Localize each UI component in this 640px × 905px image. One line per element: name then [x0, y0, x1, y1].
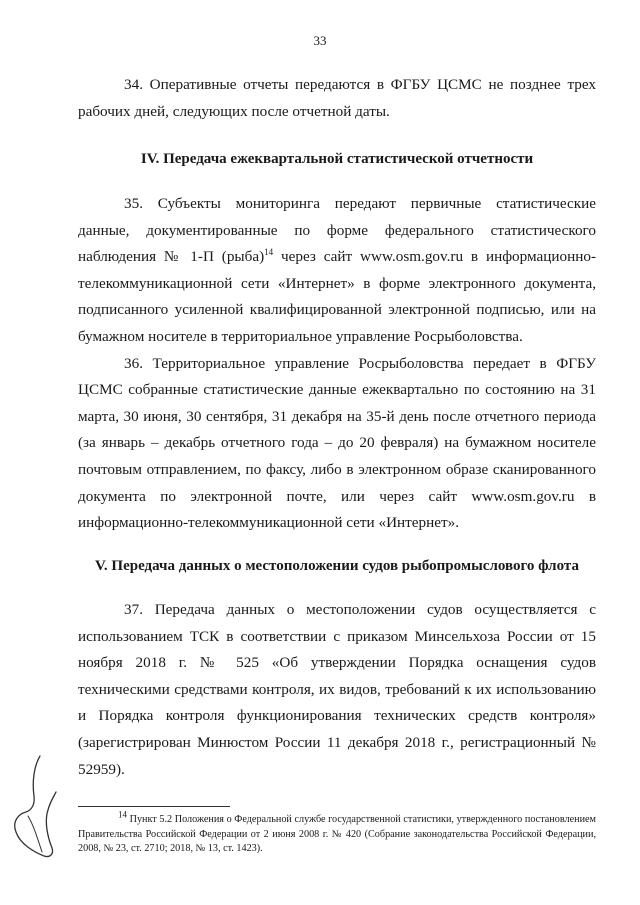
paragraph-35-text-end: через сайт www.osm.gov.ru в информационно-телекоммуникационной сети «Интернет» в форме электронного документа, подписанного усиленной квалифицированной электронной подписью, или на бумажном носителе в территориальное управление Росрыболовства. — [78, 248, 596, 345]
page-number: 33 — [313, 33, 327, 48]
paragraph-34: 34. Оперативные отчеты передаются в ФГБУ ЦСМС не позднее трех рабочих дней, следующих после отчетной даты. — [78, 76, 596, 120]
footnote-ref-14: 14 — [264, 247, 274, 258]
section-5-heading: V. Передача данных о местоположении судов рыбопромыслового флота — [95, 558, 579, 574]
paragraph-36: 36. Территориальное управление Росрыболовства передает в ФГБУ ЦСМС собранные статистические данные ежеквартально по состоянию на 31 марта, 30 июня, 30 сентября, 31 декабря на 35-й день после отчетного периода (за январь – декабрь отчетного года – до 20 февраля) на бумажном носителе почтовым отправлением, по факсу, либо в электронном образе сканированного документа по электронной почте, или через сайт www.osm.gov.ru в информационно-телекоммуникационной сети «Интернет». — [78, 354, 596, 532]
paragraph-34-block — [78, 72, 596, 125]
handwritten-signature — [4, 752, 64, 862]
footnote-divider — [78, 806, 230, 807]
section-5-body — [78, 597, 596, 783]
paragraph-35 — [78, 191, 596, 351]
paragraph-37: 37. Передача данных о местоположении судов осуществляется с использованием ТСК в соответствии с приказом Минсельхоза России от 15 ноября 2018 г. № 525 «Об утверждении Порядка оснащения судов техническими средствами контроля, их видов, требований к их использованию и Порядка контроля функционирования технических средств контроля» (зарегистрирован Минюстом России 11 декабря 2018 г., регистрационный № 52959). — [78, 601, 596, 778]
footnote-text: Пункт 5.2 Положения о Федеральной службе государственной статистики, утвержденного постановлением Правительства Российской Федерации от 2 июня 2008 г. № 420 (Собрание законодательства Российской Федерации, 2008, № 23, ст. 2710; 2018, № 13, ст. 1423). — [78, 814, 596, 854]
section-4-heading: IV. Передача ежеквартальной статистической отчетности — [140, 151, 534, 167]
section-4-body — [78, 191, 596, 537]
footnote-14 — [78, 809, 596, 857]
footnote-marker: 14 — [118, 809, 127, 820]
paragraph-35-text-start: 35. Субъекты мониторинга передают первичные статистические данные, документированные по форме федерального статистического наблюдения № 1-П (рыба) — [78, 195, 596, 266]
